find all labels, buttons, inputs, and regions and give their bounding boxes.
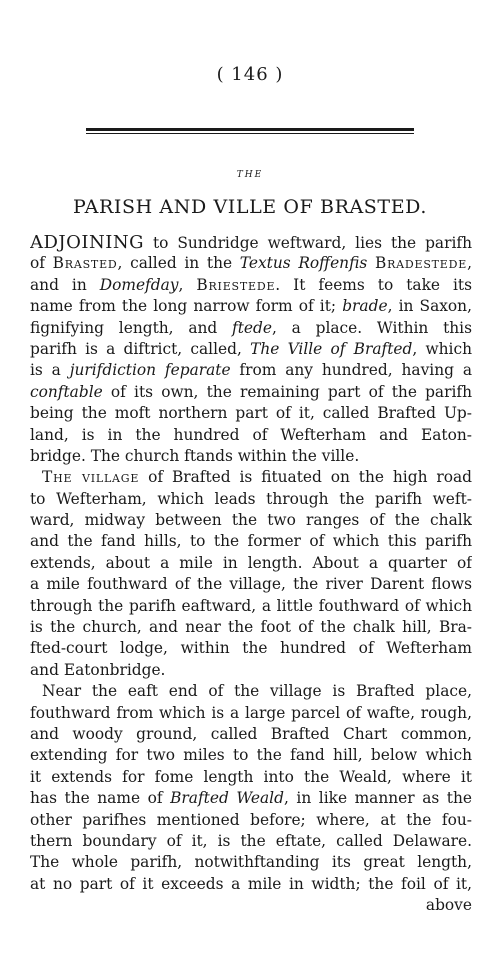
text-segment: , a place. Within this	[272, 318, 472, 337]
text-line	[30, 660, 472, 681]
text-segment: a mile fouthward of the village, the river Darent flows	[30, 575, 472, 594]
text-segment: jurifdiction feparate	[69, 361, 231, 380]
text-line	[30, 617, 472, 638]
text-segment: and Eatonbridge.	[30, 660, 166, 679]
section-heading: PARISH AND VILLE OF BRASTED.	[73, 196, 427, 218]
text-segment: brade	[342, 297, 388, 316]
text-segment: parifh is a diftrict, called,	[30, 339, 251, 358]
text-line	[30, 638, 472, 659]
text-segment: extends, about a mile in length. About a quarter of	[30, 553, 472, 572]
text-line	[30, 339, 472, 360]
text-line	[30, 724, 472, 745]
text-line	[30, 574, 472, 595]
text-line	[30, 831, 472, 852]
text-segment: and in	[30, 275, 100, 294]
text-segment: . It feems to take its	[275, 275, 472, 294]
text-segment: ftede	[232, 318, 272, 337]
text-segment: Briestede	[196, 275, 276, 294]
section-prefix: THE	[236, 170, 264, 180]
text-segment: from any hundred, having a	[230, 361, 472, 380]
text-line	[30, 403, 472, 424]
text-segment: The Ville of Brafted	[250, 339, 413, 358]
header-rule-thin	[86, 133, 414, 134]
text-segment: bridge. The church ftands within the ville.	[30, 446, 360, 465]
text-line	[30, 489, 472, 510]
text-line	[30, 788, 472, 809]
text-segment: through the parifh eaftward, a little fouthward of which	[30, 596, 472, 615]
text-segment: and the fand hills, to the former of which this parifh	[30, 532, 472, 551]
text-segment: fted-court lodge, within the hundred of Wefterham	[30, 639, 472, 658]
text-line	[30, 852, 472, 873]
text-segment: thern boundary of it, is the eftate, called Delaware.	[30, 831, 472, 850]
text-segment	[367, 254, 375, 272]
text-line	[30, 810, 472, 831]
text-segment: , in Saxon,	[387, 297, 472, 316]
text-line	[30, 253, 472, 274]
text-segment: at no part of it exceeds a mile in width; the foil of it,	[30, 874, 472, 893]
text-line	[30, 510, 472, 531]
text-line	[30, 553, 472, 574]
text-segment: ward, midway between the two ranges of the chalk	[30, 511, 472, 530]
text-line	[30, 318, 472, 339]
text-segment: Brasted	[52, 254, 118, 273]
text-line	[30, 275, 472, 296]
text-segment: The whole parifh, notwithftanding its great length,	[30, 853, 472, 872]
text-line	[30, 446, 472, 467]
text-segment: of	[30, 254, 53, 273]
text-segment: The village	[42, 468, 140, 487]
text-line	[30, 874, 472, 895]
text-line	[30, 681, 472, 702]
text-segment: Near the eaft end of the village is Brafted place,	[42, 682, 472, 701]
text-line	[30, 425, 472, 446]
text-segment: fouthward from which is a large parcel of wafte, rough,	[30, 703, 472, 722]
text-segment: Bradestede	[374, 254, 468, 273]
text-segment: has the name of	[30, 789, 171, 808]
text-segment: it extends for fome length into the Weald, where it	[30, 767, 472, 786]
catchword: above	[425, 896, 472, 915]
text-line	[30, 296, 472, 317]
text-line	[30, 360, 472, 381]
text-segment: of its own, the remaining part of the parifh	[102, 382, 472, 401]
text-segment: extending for two miles to the fand hill, below which	[30, 746, 472, 765]
page-number: ( 146 )	[216, 64, 284, 85]
text-line	[30, 232, 472, 253]
text-line	[30, 531, 472, 552]
text-segment: Textus Roffenfis	[239, 254, 368, 273]
text-segment: and woody ground, called Brafted Chart common,	[30, 724, 472, 743]
text-segment: fignifying length, and	[30, 318, 233, 337]
text-line	[30, 745, 472, 766]
text-line	[30, 596, 472, 617]
text-segment: being the moft northern part of it, called Brafted Up-	[30, 404, 472, 423]
text-segment: , which	[412, 339, 472, 358]
text-line	[30, 467, 472, 488]
text-segment: name from the long narrow form of it;	[30, 297, 343, 316]
text-segment: other parifhes mentioned before; where, at the fou-	[30, 810, 472, 829]
text-segment: , in like manner as the	[283, 789, 472, 808]
text-segment: to Sundridge weftward, lies the parifh	[144, 234, 472, 252]
text-segment: land, is in the hundred of Wefterham and Eaton-	[30, 425, 472, 444]
text-segment: , called in the	[117, 254, 240, 273]
text-line	[30, 703, 472, 724]
text-segment: ,	[178, 275, 197, 294]
text-segment: is a	[30, 361, 70, 380]
text-line	[30, 767, 472, 788]
body-text	[30, 232, 472, 917]
text-segment: is the church, and near the foot of the chalk hill, Bra-	[30, 618, 472, 637]
text-segment: conftable	[30, 382, 103, 401]
text-segment: to Wefterham, which leads through the parifh weft-	[30, 489, 472, 508]
text-segment: of Brafted is fituated on the high road	[139, 468, 472, 487]
text-segment: Brafted Weald	[170, 789, 284, 808]
header-rule-thick	[86, 128, 414, 131]
text-segment: ,	[467, 254, 472, 273]
text-line	[30, 382, 472, 403]
text-segment: Domefday	[99, 275, 179, 294]
text-segment: ADJOINING	[30, 232, 145, 253]
